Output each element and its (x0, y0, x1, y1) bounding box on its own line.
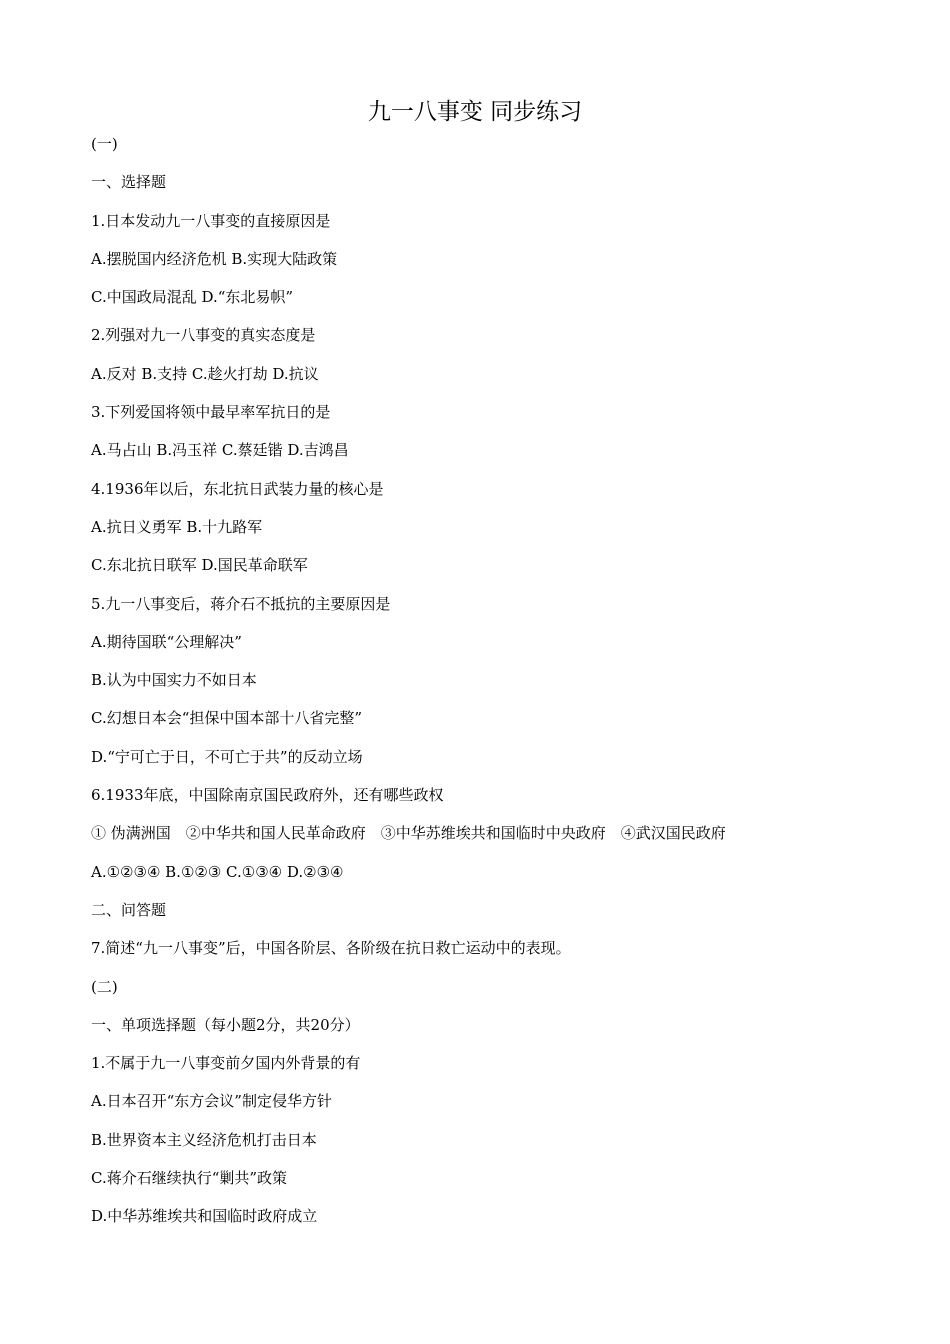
section-heading: 一、单项选择题（每小题2分，共20分） (91, 1015, 360, 1034)
question: 3.下列爱国将领中最早率军抗日的是 (91, 403, 331, 422)
answer-option: D.中华苏维埃共和国临时政府成立 (91, 1207, 318, 1226)
answer-options: A.摆脱国内经济危机 B.实现大陆政策 (91, 249, 338, 268)
answer-options: A.抗日义勇军 B.十九路军 (91, 517, 263, 536)
answer-options: A.①②③④ B.①②③ C.①③④ D.②③④ (91, 862, 344, 881)
answer-options: C.东北抗日联军 D.国民革命联军 (91, 556, 308, 575)
question: 1.日本发动九一八事变的直接原因是 (91, 211, 331, 230)
question: 7.简述“九一八事变”后，中国各阶层、各阶级在抗日救亡运动中的表现。 (91, 939, 571, 958)
answer-options: C.中国政局混乱 D.“东北易帜” (91, 288, 294, 307)
question: 5.九一八事变后，蒋介石不抵抗的主要原因是 (91, 594, 391, 613)
answer-options: A.马占山 B.冯玉祥 C.蔡廷锴 D.吉鸿昌 (91, 441, 349, 460)
page-title: 九一八事变 同步练习 (367, 99, 583, 125)
section-heading: 一、选择题 (91, 173, 167, 192)
answer-option: A.期待国联“公理解决” (91, 632, 242, 651)
question-items: ① 伪满洲国 ②中华共和国人民革命政府 ③中华苏维埃共和国临时中央政府 ④武汉国民政府 (91, 824, 726, 843)
question: 1.不属于九一八事变前夕国内外背景的有 (91, 1054, 361, 1073)
answer-option: C.幻想日本会“担保中国本部十八省完整” (91, 709, 363, 728)
answer-option: D.“宁可亡于日，不可亡于共”的反动立场 (91, 747, 363, 766)
answer-option: B.认为中国实力不如日本 (91, 671, 257, 690)
section-label: (二) (91, 977, 118, 996)
answer-option: A.日本召开“东方会议”制定侵华方针 (91, 1092, 332, 1111)
answer-option: B.世界资本主义经济危机打击日本 (91, 1130, 317, 1149)
document-body (91, 125, 911, 1236)
section-label: (一) (91, 135, 118, 153)
answer-option: C.蒋介石继续执行“剿共”政策 (91, 1169, 288, 1188)
section-heading: 二、问答题 (91, 900, 167, 919)
question: 2.列强对九一八事变的真实态度是 (91, 326, 316, 345)
question: 4.1936年以后，东北抗日武装力量的核心是 (91, 479, 384, 498)
question: 6.1933年底，中国除南京国民政府外，还有哪些政权 (91, 786, 444, 805)
answer-options: A.反对 B.支持 C.趁火打劫 D.抗议 (91, 364, 319, 383)
